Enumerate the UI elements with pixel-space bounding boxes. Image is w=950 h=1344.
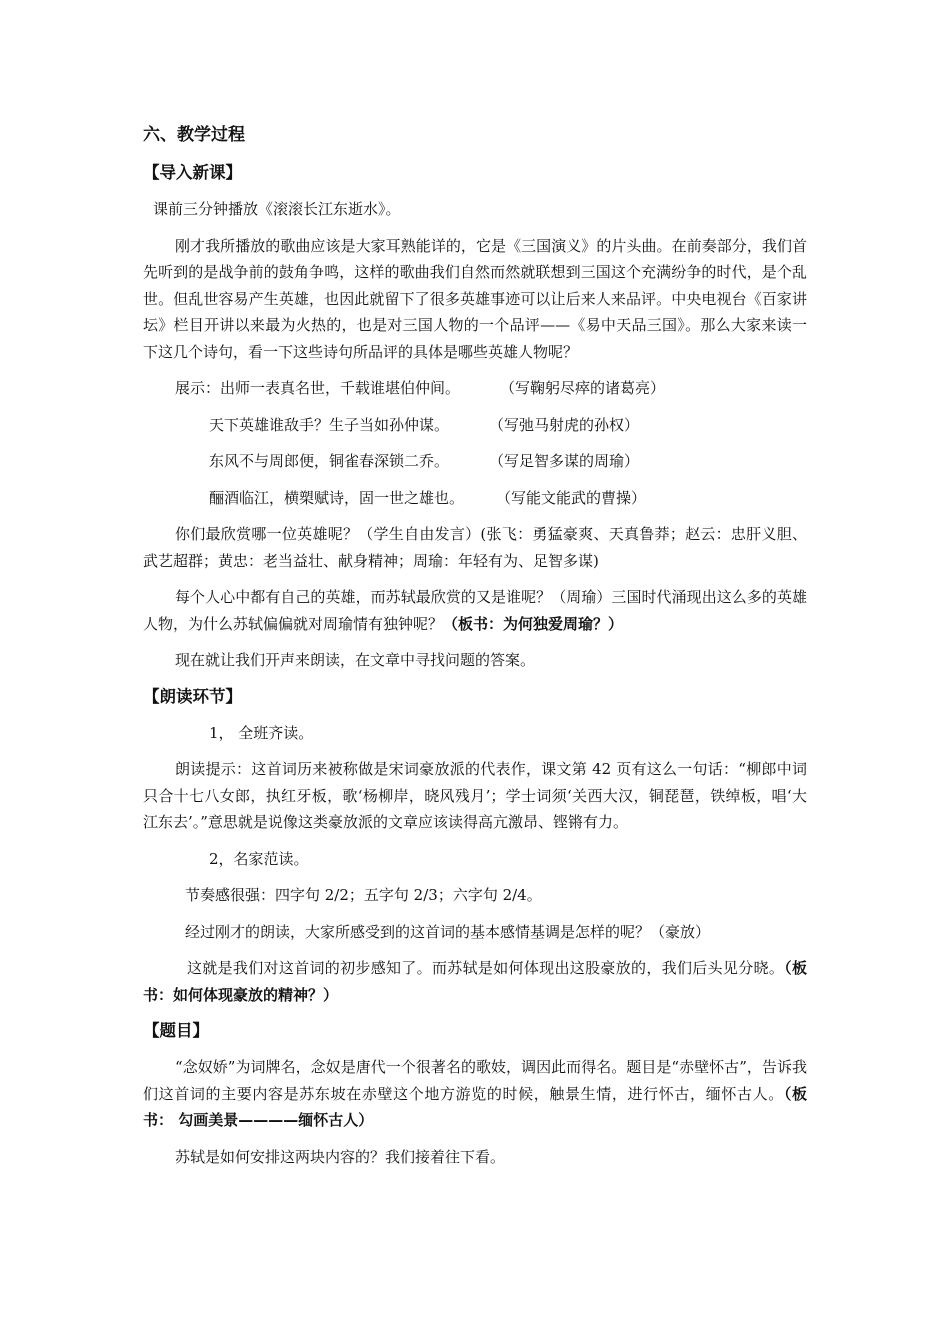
intro-paragraph-2: 刚才我所播放的歌曲应该是大家耳熟能详的，它是《三国演义》的片头曲。在前奏部分，我们首先听到的是战争前的鼓角争鸣，这样的歌曲我们自然而然就联想到三国这个充满纷争的时代，是个乱世。但乱世容易产生英雄，也因此就留下了很多英雄事迹可以让后来人来品评。中央电视台《百家讲坛》栏目开讲以来最为火热的，也是对三国人物的一个品评——《易中天品三国》。那么大家来读一下这几个诗句，看一下这些诗句所品评的具体是哪些英雄人物呢？: [143, 236, 807, 361]
poem-line-2: [143, 412, 807, 439]
reading-tip: 朗读提示：这首词历来被称做是宋词豪放派的代表作，课文第 42 页有这么一句话：“柳郎中词只合十七八女郎，执红牙板，歌‘杨柳岸，晓风残月’；学士词须‘关西大汉，铜琵琶，铁绰板，唱‘大江东去’。”意思就是说像这类豪放派的文章应该读得高亢激昂、铿锵有力。: [143, 760, 807, 831]
topic-paragraph-2: 苏轼是如何安排这两块内容的？我们接着往下看。: [175, 1147, 506, 1166]
reading-item-2: 2，名家范读。: [209, 849, 309, 868]
poem-note: （写鞠躬尽瘁的诸葛亮）: [500, 379, 666, 397]
heading-topic: 【题目】: [143, 1021, 209, 1040]
heading-intro: 【导入新课】: [143, 163, 242, 182]
intro-paragraph-4-text: 每个人心中都有自己的英雄，而苏轼最欣赏的又是谁呢？（周瑜）三国时代涌现出这么多的英雄人物，为什么苏轼偏偏就对周瑜情有独钟呢？: [143, 588, 807, 633]
poem-text: 出师一表真名世，千载谁堪伯仲间。: [220, 379, 461, 397]
blackboard-note-1: （板书：为何独爱周瑜？）: [443, 614, 624, 633]
show-label: 展示：: [175, 379, 221, 397]
poem-note: （写足智多谋的周瑜）: [489, 452, 640, 470]
intro-paragraph-4: [143, 584, 807, 637]
poem-text: 东风不与周郎便，铜雀春深锁二乔。: [209, 452, 450, 470]
intro-paragraph-1: 课前三分钟播放《滚滚长江东逝水》。: [153, 200, 401, 218]
section-title: 六、教学过程: [143, 125, 245, 145]
reading-question: 经过刚才的朗读，大家所感受到的这首词的基本感情基调是怎样的呢？（豪放）: [185, 922, 711, 941]
reading-rhythm: 节奏感很强：四字句 2/2；五字句 2/3；六字句 2/4。: [185, 886, 542, 904]
poem-line-4: [143, 485, 807, 512]
intro-paragraph-5: 现在就让我们开声来朗读，在文章中寻找问题的答案。: [175, 651, 536, 669]
reading-paragraph: [143, 955, 807, 1008]
intro-paragraph-3: 你们最欣赏哪一位英雄呢？（学生自由发言）(张飞：勇猛豪爽、天真鲁莽；赵云：忠肝义胆、武艺超群；黄忠：老当益壮、献身精神；周瑜：年轻有为、足智多谋): [143, 525, 807, 570]
poem-text: 天下英雄谁敌手？生子当如孙仲谋。: [209, 415, 450, 434]
reading-paragraph-text: 这就是我们对这首词的初步感知了。而苏轼是如何体现出这股豪放的，我们后头见分晓。: [187, 959, 785, 977]
reading-item-1: 1， 全班齐读。: [209, 723, 314, 742]
poem-note: （写弛马射虎的孙权）: [489, 415, 640, 434]
topic-paragraph-1-text: “念奴娇”为词牌名，念奴是唐代一个很著名的歌妓，调因此而得名。题目是“赤壁怀古”，告诉我们这首词的主要内容是苏东坡在赤壁这个地方游览的时候，触景生情，进行怀古，缅怀古人。: [143, 1058, 807, 1103]
blackboard-note-3: （板书： 勾画美景————缅怀古人）: [143, 1084, 807, 1129]
blackboard-note-2: （板书：如何体现豪放的精神？）: [143, 959, 807, 1004]
poem-line-1: [143, 375, 807, 402]
topic-paragraph-1: [143, 1054, 807, 1134]
poem-text: 酾酒临江，横槊赋诗，固一世之雄也。: [209, 488, 465, 507]
heading-reading: 【朗读环节】: [143, 686, 242, 706]
poem-note: （写能文能武的曹操）: [496, 488, 647, 507]
poem-line-3: [143, 448, 807, 475]
